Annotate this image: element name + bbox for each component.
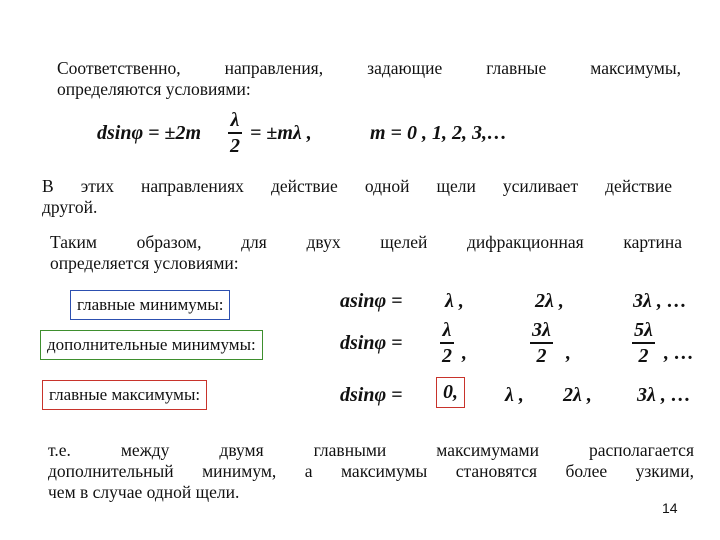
conclusion-line-3: чем в случае одной щели. — [48, 482, 240, 502]
intro-line-2: определяются условиями: — [57, 79, 251, 99]
additional-minima-comma-2: , — [566, 342, 571, 364]
main-minima-v3: 3λ , … — [633, 290, 687, 312]
additional-minima-frac-3 — [632, 318, 655, 368]
conclusion-paragraph — [48, 440, 694, 503]
main-maxima-label: главные максимумы: — [42, 380, 207, 410]
additional-minima-frac-2 — [530, 318, 553, 368]
additional-minima-tail: , … — [664, 342, 694, 364]
frac-1-den: 2 — [442, 344, 452, 367]
additional-minima-lhs: dsinφ = — [340, 332, 403, 354]
paragraph-3 — [50, 232, 682, 274]
paragraph-2-line-1: В этих направлениях действие одной щели усиливает действие — [42, 176, 672, 196]
main-minima-v1: λ , — [445, 290, 464, 312]
formula1-frac-den: 2 — [230, 134, 240, 157]
main-maxima-lhs: dsinφ = — [340, 384, 403, 406]
main-minima-label: главные минимумы: — [70, 290, 230, 320]
paragraph-3-line-1: Таким образом, для двух щелей дифракционная картина — [50, 232, 682, 252]
main-minima-lhs: asinφ = — [340, 290, 403, 312]
formula1-rhs: = ±mλ , — [250, 122, 312, 144]
formula1-m-values: m = 0 , 1, 2, 3,… — [370, 122, 507, 144]
main-minima-v2: 2λ , — [535, 290, 564, 312]
page-number: 14 — [662, 500, 678, 516]
formula1-fraction — [228, 108, 242, 158]
conclusion-line-1: т.е. между двумя главными максимумами располагается — [48, 440, 694, 460]
paragraph-2 — [42, 176, 672, 218]
intro-paragraph — [57, 58, 681, 100]
conclusion-line-2: дополнительный минимум, а максимумы становятся более узкими, — [48, 461, 694, 481]
frac-3-den: 2 — [638, 344, 649, 367]
frac-1-num: λ — [442, 319, 452, 341]
additional-minima-comma-1: , — [462, 342, 467, 364]
paragraph-2-line-2: другой. — [42, 197, 98, 217]
main-maxima-v0: 0, — [436, 377, 465, 408]
main-maxima-v1: λ , — [505, 384, 524, 406]
main-maxima-v3: 3λ , … — [637, 384, 691, 406]
additional-minima-frac-1 — [440, 318, 454, 368]
frac-2-num: 3λ — [532, 319, 551, 341]
paragraph-3-line-2: определяется условиями: — [50, 253, 239, 273]
intro-line-1: Соответственно, направления, задающие главные максимумы, — [57, 58, 681, 78]
frac-2-den: 2 — [536, 344, 547, 367]
main-maxima-v2: 2λ , — [563, 384, 592, 406]
additional-minima-label: дополнительные минимумы: — [40, 330, 263, 360]
formula1-frac-num: λ — [230, 109, 240, 131]
formula1-lhs: dsinφ = ±2m — [97, 122, 202, 144]
frac-3-num: 5λ — [634, 319, 653, 341]
